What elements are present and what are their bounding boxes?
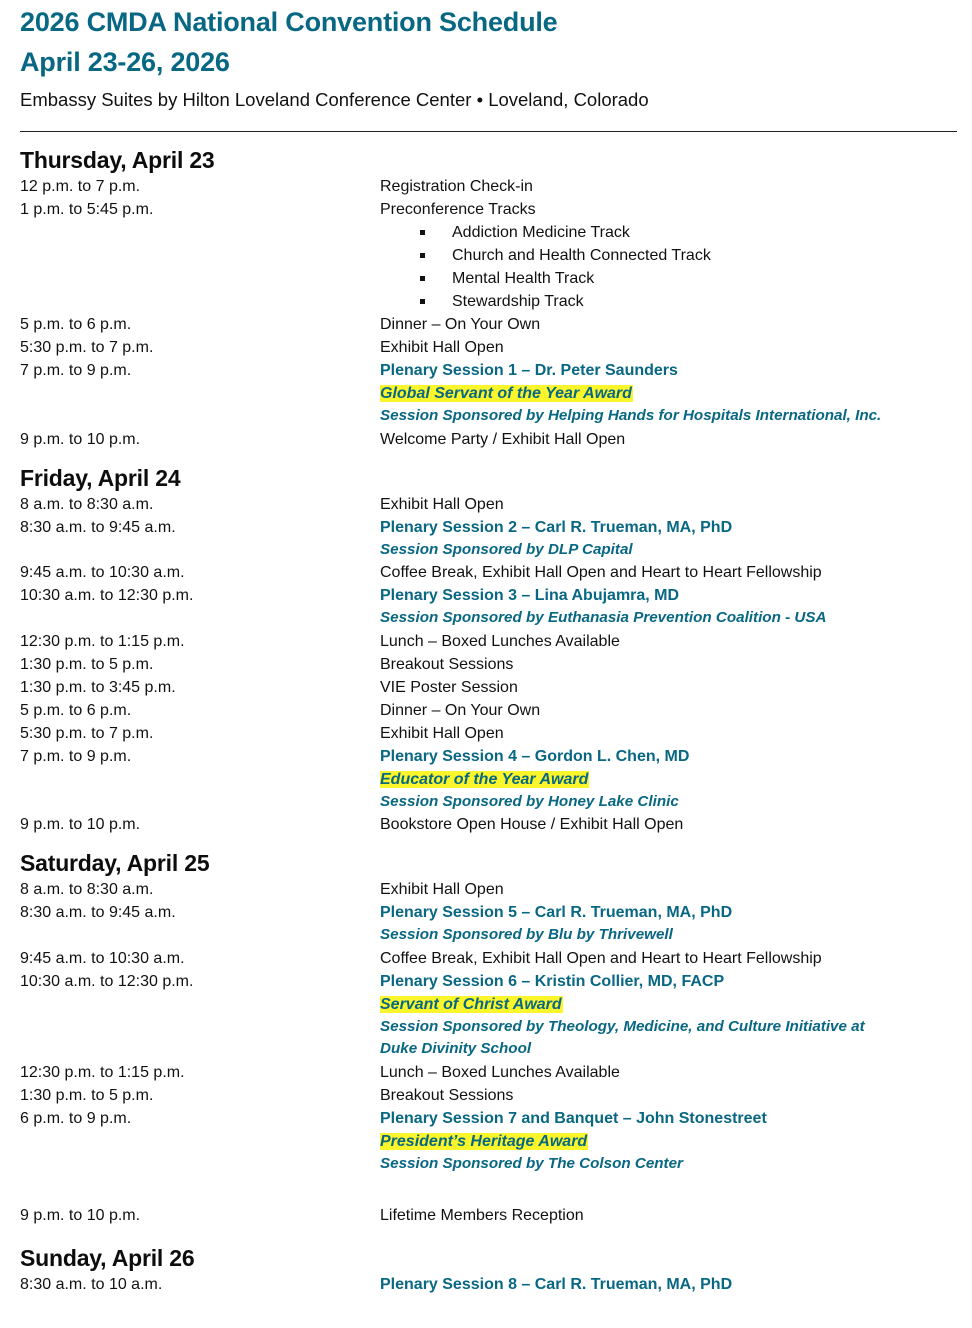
sponsor-line-continued: Duke Divinity School — [380, 1040, 532, 1057]
track-list — [380, 221, 957, 313]
plenary-title: Plenary Session 7 and Banquet – John Stonestreet — [380, 1109, 767, 1127]
event-label: Dinner – On Your Own — [380, 316, 541, 333]
schedule-row — [20, 313, 957, 336]
time-slot: 8:30 a.m. to 9:45 a.m. — [20, 518, 176, 536]
time-slot: 10:30 a.m. to 12:30 p.m. — [20, 587, 194, 604]
event-title — [380, 1273, 957, 1296]
venue-line: Embassy Suites by Hilton Loveland Conference Center • Loveland, Colorado — [20, 89, 649, 110]
event-title — [380, 970, 957, 1061]
time-slot: 10:30 a.m. to 12:30 p.m. — [20, 972, 194, 990]
schedule-row — [20, 630, 957, 653]
day-heading: Thursday, April 23 — [20, 147, 215, 173]
award-highlight: Global Servant of the Year Award — [380, 385, 632, 402]
schedule-page — [20, 0, 957, 1296]
event-title — [380, 175, 957, 198]
schedule-row — [20, 878, 957, 901]
sponsor-line: Session Sponsored by DLP Capital — [380, 540, 633, 558]
page-title: 2026 CMDA National Convention Schedule — [20, 7, 558, 37]
time-slot: 9 p.m. to 10 p.m. — [20, 816, 141, 833]
time-slot: 8 a.m. to 8:30 a.m. — [20, 495, 154, 513]
event-label: Preconference Tracks — [380, 201, 536, 218]
event-label: Bookstore Open House / Exhibit Hall Open — [380, 816, 684, 833]
schedule-row-plenary — [20, 516, 957, 562]
award-line — [380, 1130, 957, 1153]
event-title — [380, 630, 957, 653]
event-title — [380, 1107, 957, 1176]
event-title — [380, 336, 957, 359]
day-thursday — [20, 145, 957, 451]
event-title — [380, 878, 957, 901]
date-range-title: April 23-26, 2026 — [20, 47, 230, 77]
schedule-row-plenary — [20, 745, 957, 814]
track-item — [380, 267, 957, 290]
plenary-title: Plenary Session 4 – Gordon L. Chen, MD — [380, 747, 690, 765]
time-slot: 8:30 a.m. to 10 a.m. — [20, 1276, 163, 1293]
day-heading: Sunday, April 26 — [20, 1245, 195, 1271]
plenary-title: Plenary Session 5 – Carl R. Trueman, MA, PhD — [380, 904, 733, 921]
time-slot: 12 p.m. to 7 p.m. — [20, 178, 141, 195]
schedule-row-plenary — [20, 970, 957, 1061]
event-title — [380, 198, 957, 313]
time-slot: 9:45 a.m. to 10:30 a.m. — [20, 949, 185, 967]
event-label: Breakout Sessions — [380, 655, 514, 673]
schedule-row — [20, 1204, 957, 1227]
schedule-row — [20, 813, 957, 836]
schedule-row-plenary — [20, 584, 957, 630]
time-slot: 6 p.m. to 9 p.m. — [20, 1109, 132, 1127]
event-title — [380, 493, 957, 516]
schedule-row-plenary — [20, 901, 957, 947]
schedule-row — [20, 699, 957, 722]
event-title — [380, 901, 957, 947]
schedule-row — [20, 336, 957, 359]
square-bullet-icon — [420, 253, 425, 258]
schedule-row — [20, 561, 957, 584]
square-bullet-icon — [420, 230, 425, 235]
award-highlight: Educator of the Year Award — [380, 770, 589, 788]
event-label: Coffee Break, Exhibit Hall Open and Heart to Heart Fellowship — [380, 949, 822, 967]
time-slot: 1:30 p.m. to 3:45 p.m. — [20, 678, 176, 696]
award-line — [380, 993, 957, 1016]
plenary-title: Plenary Session 3 – Lina Abujamra, MD — [380, 587, 680, 604]
award-highlight: Servant of Christ Award — [380, 995, 562, 1013]
schedule-row-plenary — [20, 1107, 957, 1176]
event-title — [380, 428, 957, 451]
track-item — [380, 221, 957, 244]
time-slot: 5 p.m. to 6 p.m. — [20, 701, 132, 719]
event-title — [380, 947, 957, 970]
day-friday — [20, 463, 957, 837]
sponsor-line: Session Sponsored by Theology, Medicine, and Culture Initiative at — [380, 1017, 865, 1035]
event-title — [380, 584, 957, 630]
time-slot: 9:45 a.m. to 10:30 a.m. — [20, 564, 185, 581]
day-sunday — [20, 1243, 957, 1296]
event-label: Lunch – Boxed Lunches Available — [380, 1063, 620, 1081]
event-label: Coffee Break, Exhibit Hall Open and Heart to Heart Fellowship — [380, 564, 822, 581]
schedule-row — [20, 722, 957, 745]
sponsor-line: Session Sponsored by Helping Hands for Hospitals International, Inc. — [380, 407, 882, 424]
event-label: Exhibit Hall Open — [380, 881, 504, 898]
event-label: Lifetime Members Reception — [380, 1207, 584, 1224]
schedule-row — [20, 676, 957, 699]
day-heading: Friday, April 24 — [20, 464, 181, 491]
schedule-row — [20, 947, 957, 970]
event-title — [380, 653, 957, 676]
track-label: Church and Health Connected Track — [452, 247, 711, 264]
time-slot: 9 p.m. to 10 p.m. — [20, 430, 141, 448]
award-highlight: President’s Heritage Award — [380, 1132, 588, 1150]
event-label: Breakout Sessions — [380, 1086, 514, 1104]
event-title — [380, 516, 957, 562]
time-slot: 12:30 p.m. to 1:15 p.m. — [20, 1063, 185, 1081]
event-title — [380, 359, 957, 428]
sponsor-line: Session Sponsored by The Colson Center — [380, 1154, 683, 1172]
event-label: VIE Poster Session — [380, 678, 518, 696]
event-title — [380, 1061, 957, 1084]
schedule-row — [20, 175, 957, 198]
schedule-row-plenary — [20, 359, 957, 428]
event-label: Exhibit Hall Open — [380, 724, 504, 742]
event-title — [380, 561, 957, 584]
event-title — [380, 745, 957, 814]
event-title — [380, 699, 957, 722]
award-line — [380, 768, 957, 791]
time-slot: 7 p.m. to 9 p.m. — [20, 362, 132, 379]
time-slot: 1:30 p.m. to 5 p.m. — [20, 655, 154, 673]
event-label: Lunch – Boxed Lunches Available — [380, 632, 620, 650]
track-item — [380, 290, 957, 313]
event-label: Exhibit Hall Open — [380, 495, 504, 513]
schedule-row — [20, 428, 957, 451]
day-saturday — [20, 848, 957, 1227]
time-slot: 8 a.m. to 8:30 a.m. — [20, 881, 154, 898]
time-slot: 5:30 p.m. to 7 p.m. — [20, 339, 154, 356]
track-label: Mental Health Track — [452, 270, 595, 287]
event-label: Registration Check-in — [380, 178, 533, 195]
event-title — [380, 1204, 957, 1227]
day-heading: Saturday, April 25 — [20, 850, 210, 876]
square-bullet-icon — [420, 276, 425, 281]
track-label: Addiction Medicine Track — [452, 224, 630, 241]
track-item — [380, 244, 957, 267]
time-slot: 5 p.m. to 6 p.m. — [20, 316, 132, 333]
event-label: Dinner – On Your Own — [380, 701, 541, 719]
schedule-row-plenary — [20, 1273, 957, 1296]
time-slot: 8:30 a.m. to 9:45 a.m. — [20, 904, 176, 921]
header-divider — [20, 131, 957, 132]
time-slot: 12:30 p.m. to 1:15 p.m. — [20, 632, 185, 650]
time-slot: 7 p.m. to 9 p.m. — [20, 747, 132, 765]
event-title — [380, 313, 957, 336]
award-line — [380, 382, 957, 405]
time-slot: 5:30 p.m. to 7 p.m. — [20, 724, 154, 742]
time-slot: 1 p.m. to 5:45 p.m. — [20, 201, 154, 218]
sponsor-line: Session Sponsored by Honey Lake Clinic — [380, 792, 679, 810]
time-slot: 9 p.m. to 10 p.m. — [20, 1207, 141, 1224]
schedule-row — [20, 1061, 957, 1084]
square-bullet-icon — [420, 299, 425, 304]
time-slot: 1:30 p.m. to 5 p.m. — [20, 1086, 154, 1104]
schedule-row — [20, 198, 957, 313]
event-title — [380, 813, 957, 836]
plenary-title: Plenary Session 6 – Kristin Collier, MD, FACP — [380, 972, 725, 990]
schedule-row — [20, 1084, 957, 1107]
sponsor-line: Session Sponsored by Blu by Thrivewell — [380, 926, 673, 943]
plenary-title: Plenary Session 1 – Dr. Peter Saunders — [380, 362, 678, 379]
event-title — [380, 676, 957, 699]
event-label: Welcome Party / Exhibit Hall Open — [380, 430, 626, 448]
plenary-title: Plenary Session 2 – Carl R. Trueman, MA, PhD — [380, 518, 733, 536]
schedule-row — [20, 493, 957, 516]
track-label: Stewardship Track — [452, 293, 584, 310]
event-title — [380, 1084, 957, 1107]
sponsor-line: Session Sponsored by Euthanasia Prevention Coalition - USA — [380, 609, 827, 626]
event-title — [380, 722, 957, 745]
event-label: Exhibit Hall Open — [380, 339, 504, 356]
schedule-row — [20, 653, 957, 676]
plenary-title: Plenary Session 8 – Carl R. Trueman, MA, PhD — [380, 1276, 733, 1293]
